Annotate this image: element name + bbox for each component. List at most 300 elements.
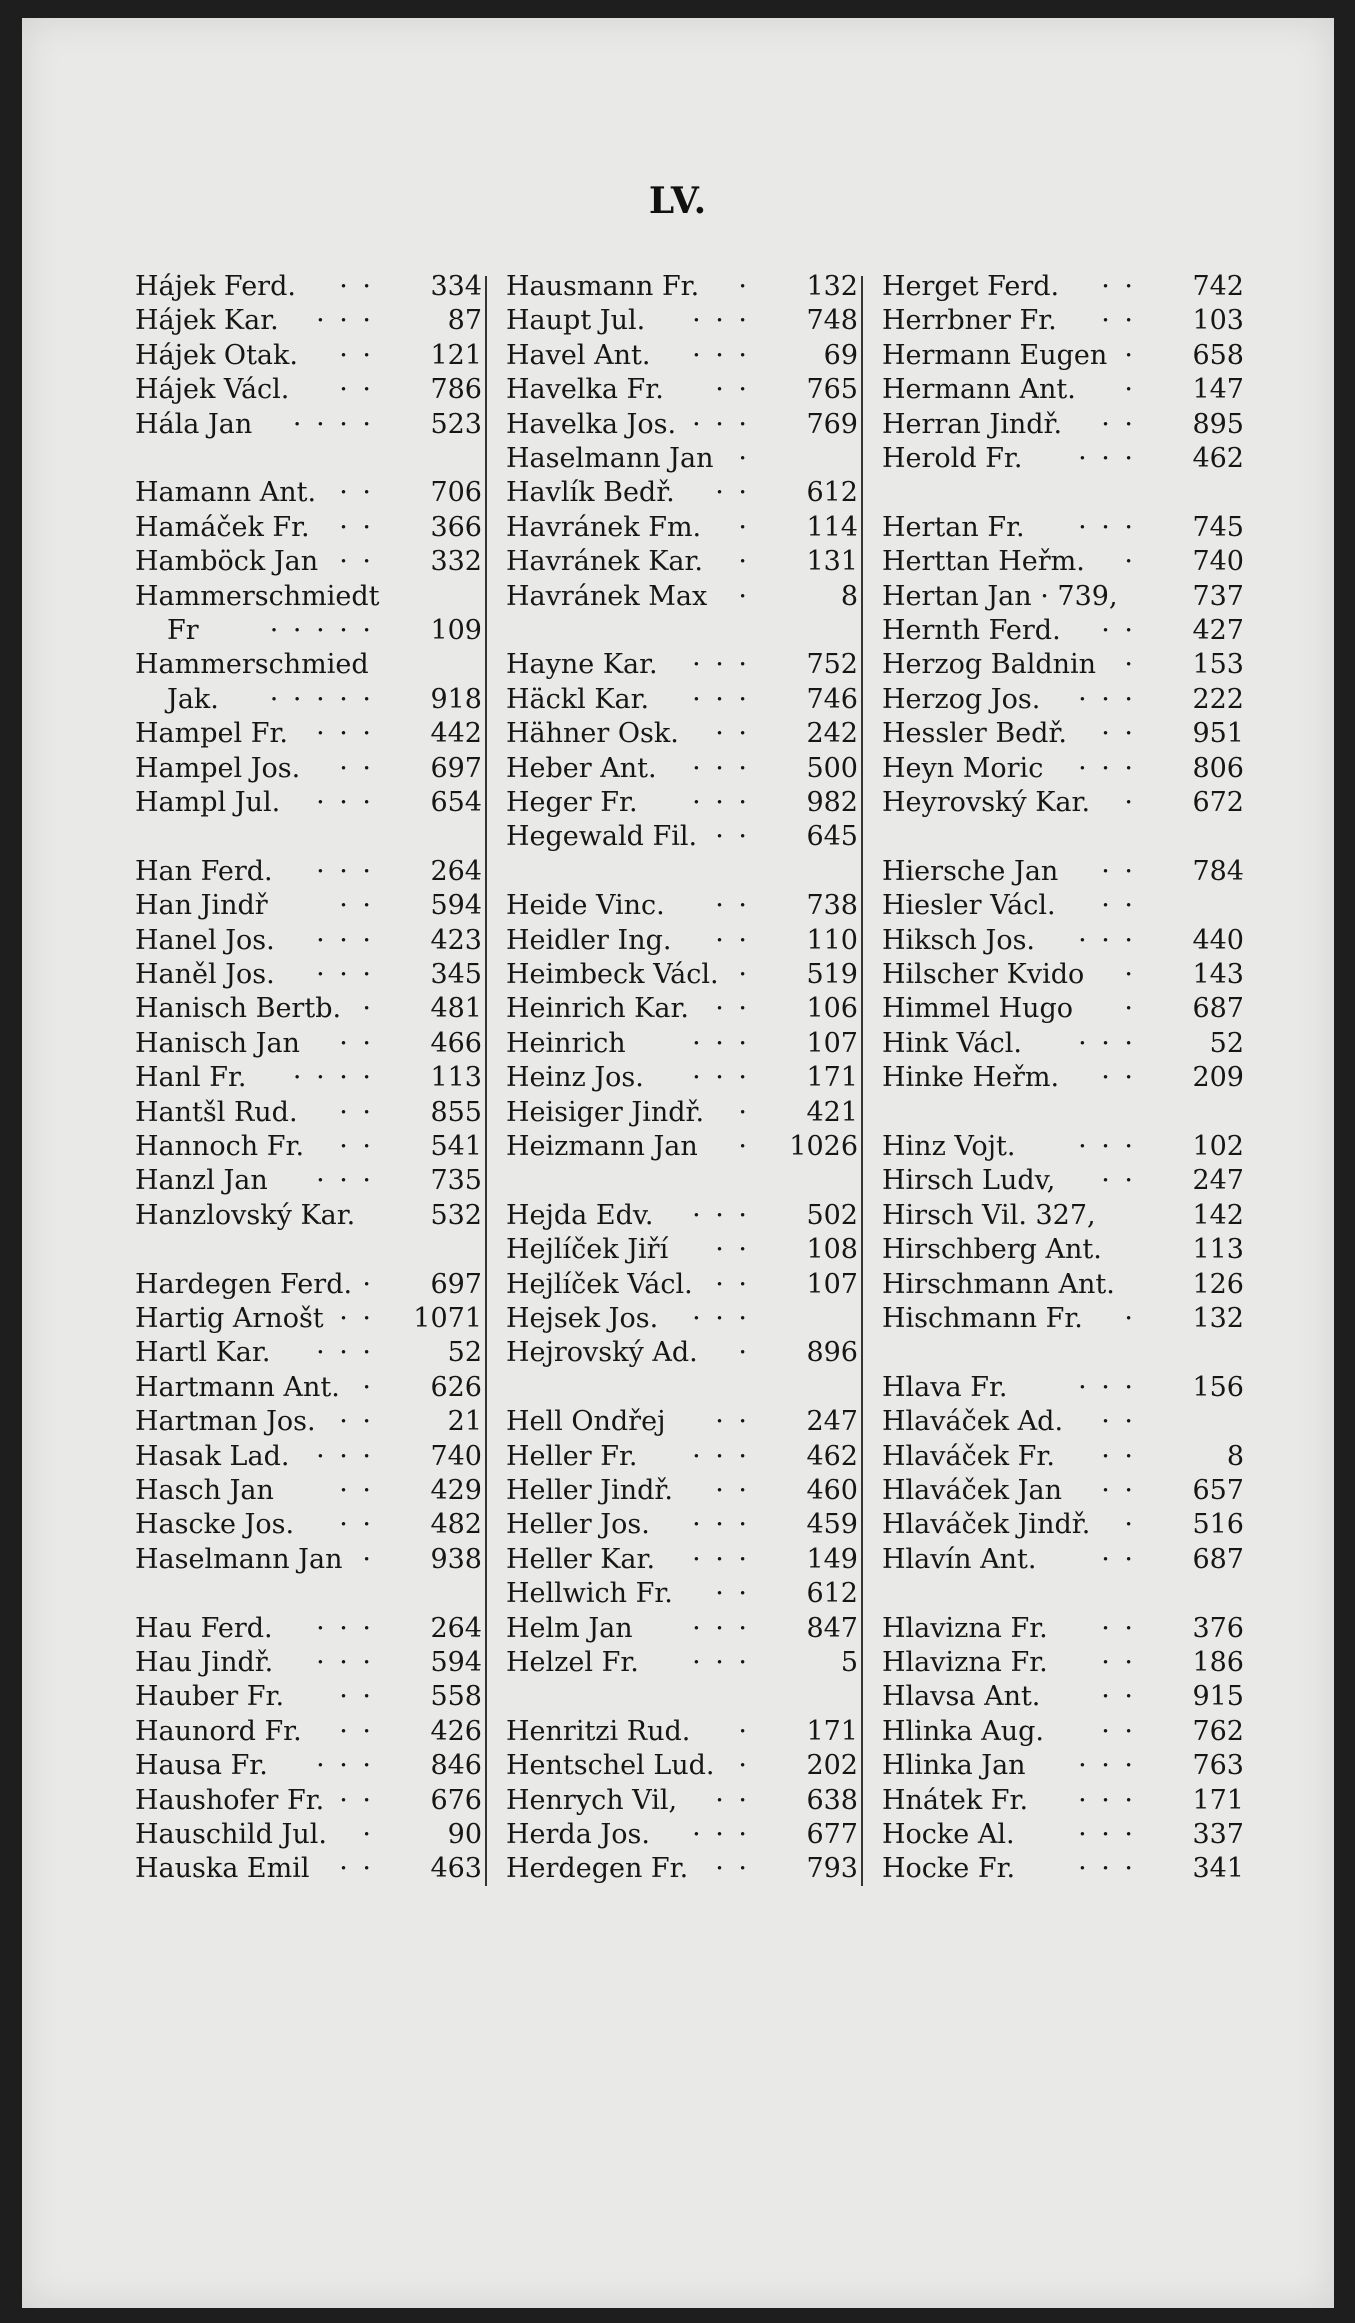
index-entry	[127, 1852, 482, 1886]
entry-page-number: 21	[447, 1406, 482, 1438]
index-entry	[127, 1440, 482, 1474]
entry-name: Hardegen Ferd.	[135, 1268, 353, 1300]
leader-dots: · · · ·	[292, 1062, 374, 1094]
entry-name: Hocke Fr.	[882, 1853, 1016, 1885]
leader-dots: · ·	[339, 1303, 374, 1334]
leader-dots: · · ·	[1078, 683, 1136, 715]
entry-page-number: 626	[430, 1371, 482, 1403]
index-entry	[874, 339, 1244, 373]
entry-name: Herdegen Fr.	[506, 1853, 689, 1885]
entry-page-number: 5	[840, 1647, 858, 1678]
leader-dots: · · ·	[316, 305, 374, 337]
index-entry	[874, 648, 1244, 682]
entry-page-number: 132	[806, 271, 858, 302]
entry-name: Hejrovský Ad.	[506, 1337, 698, 1369]
entry-page-number: 8	[1226, 1440, 1244, 1472]
entry-page-number: 740	[430, 1440, 482, 1472]
entry-name: Herran Jindř.	[882, 408, 1063, 440]
index-entry	[498, 270, 858, 304]
entry-page-number: 426	[430, 1715, 482, 1747]
entry-name: Haushofer Fr.	[135, 1784, 325, 1816]
leader-dots: · · ·	[692, 1027, 750, 1059]
leader-dots: · ·	[339, 1131, 374, 1162]
index-entry	[127, 752, 482, 786]
index-entry	[498, 339, 858, 373]
entry-page-number: 242	[806, 718, 858, 750]
entry-name: Hanzlovský Kar.	[135, 1199, 356, 1231]
entry-page-number: 264	[430, 855, 482, 887]
index-entry	[127, 958, 482, 992]
entry-name: Hartig Arnošt	[135, 1303, 324, 1334]
entry-name: Hertan Jan · 739,	[882, 580, 1118, 612]
entry-page-number: 202	[806, 1750, 858, 1782]
entry-name: Hertan Fr.	[882, 511, 1025, 543]
entry-page-number: 752	[806, 649, 858, 681]
leader-dots: · · ·	[1078, 1027, 1136, 1059]
entry-page-number: 113	[1192, 1234, 1244, 1266]
entry-page-number: 460	[806, 1475, 858, 1506]
entry-page-number: 847	[806, 1612, 858, 1644]
index-entry	[874, 786, 1244, 820]
entry-page-number: 52	[447, 1337, 482, 1369]
index-entry	[498, 1061, 858, 1095]
leader-dots: · · ·	[692, 1303, 750, 1334]
entry-name: Heide Vinc.	[506, 890, 665, 922]
index-entry	[874, 545, 1244, 579]
index-entry	[498, 1715, 858, 1749]
index-entry	[498, 752, 858, 786]
entry-name: Hlavín Ant.	[882, 1543, 1037, 1575]
entry-name: Hirsch Ludv,	[882, 1165, 1056, 1197]
leader-dots: ·	[738, 1337, 750, 1369]
leader-dots: · · ·	[316, 1165, 374, 1197]
entry-name: Hampel Jos.	[135, 752, 301, 784]
leader-dots: · · ·	[692, 1543, 750, 1575]
entry-name: Hermann Ant.	[882, 374, 1076, 406]
leader-dots: · · ·	[1078, 1819, 1136, 1850]
index-entry	[498, 1818, 858, 1852]
index-entry	[127, 992, 482, 1026]
leader-dots: · · ·	[1078, 1784, 1136, 1816]
entry-page-number: 90	[447, 1819, 482, 1850]
index-entry	[498, 580, 858, 614]
index-entry	[127, 476, 482, 510]
entry-page-number: 463	[430, 1853, 482, 1885]
leader-dots: · · ·	[1078, 924, 1136, 956]
index-entry	[498, 648, 858, 682]
leader-dots: · ·	[339, 511, 374, 543]
index-entry	[498, 442, 858, 476]
index-entry	[498, 1405, 858, 1439]
index-entry	[127, 1096, 482, 1130]
leader-dots: · ·	[715, 1234, 750, 1266]
entry-page-number: 247	[1192, 1165, 1244, 1197]
leader-dots: ·	[738, 1750, 750, 1782]
index-entry	[127, 304, 482, 338]
index-entry	[874, 1749, 1244, 1783]
entry-page-number: 706	[430, 477, 482, 509]
index-entry	[498, 1096, 858, 1130]
leader-dots: · · ·	[316, 959, 374, 990]
entry-page-number: 769	[806, 408, 858, 440]
index-entry	[498, 1474, 858, 1508]
index-entry	[874, 889, 1244, 923]
index-entry	[127, 373, 482, 407]
leader-dots: · · ·	[692, 1819, 750, 1850]
entry-name: Heller Jos.	[506, 1509, 650, 1541]
index-entry	[127, 786, 482, 820]
index-entry	[127, 1371, 482, 1405]
index-entry	[127, 408, 482, 442]
entry-page-number: 740	[1192, 546, 1244, 578]
entry-page-number: 337	[1192, 1819, 1244, 1850]
leader-dots: ·	[1124, 959, 1136, 990]
entry-name: Heisiger Jindř.	[506, 1096, 705, 1128]
index-entry	[498, 1508, 858, 1542]
entry-name: Hlaváček Fr.	[882, 1440, 1055, 1472]
leader-dots: ·	[362, 1543, 374, 1575]
entry-page-number: 737	[1192, 580, 1244, 612]
index-entry	[498, 1302, 858, 1336]
entry-name: Haselmann Jan	[135, 1543, 343, 1575]
entry-page-number: 442	[430, 718, 482, 750]
entry-name: Hlavizna Fr.	[882, 1612, 1048, 1644]
entry-name: Hiesler Václ.	[882, 890, 1056, 922]
entry-name: Hausa Fr.	[135, 1750, 268, 1782]
index-entry	[127, 1784, 482, 1818]
index-entry	[127, 1646, 482, 1680]
entry-page-number: 793	[806, 1853, 858, 1885]
entry-page-number: 131	[806, 546, 858, 578]
entry-page-number: 982	[806, 787, 858, 818]
leader-dots: · · ·	[316, 1750, 374, 1782]
index-entry	[498, 924, 858, 958]
entry-name: Herrbner Fr.	[882, 305, 1057, 337]
entry-page-number: 466	[430, 1027, 482, 1059]
entry-page-number: 502	[806, 1199, 858, 1231]
index-entry	[498, 304, 858, 338]
entry-name: Hau Ferd.	[135, 1612, 273, 1644]
entry-page-number: 459	[806, 1509, 858, 1541]
index-entry	[127, 1130, 482, 1164]
entry-page-number: 594	[430, 1647, 482, 1678]
entry-name: Hamböck Jan	[135, 546, 319, 578]
index-entry	[874, 304, 1244, 338]
leader-dots: · ·	[339, 339, 374, 371]
entry-name: Hájek Otak.	[135, 339, 298, 371]
entry-page-number: 345	[430, 959, 482, 990]
leader-dots: · ·	[1101, 718, 1136, 750]
entry-page-number: 247	[806, 1406, 858, 1438]
entry-page-number: 222	[1192, 683, 1244, 715]
leader-dots: · · ·	[692, 1647, 750, 1678]
leader-dots: · ·	[1101, 1062, 1136, 1094]
entry-name: Havránek Max	[506, 580, 708, 612]
entry-name: Hájek Václ.	[135, 374, 290, 406]
index-entry	[498, 889, 858, 923]
entry-page-number: 918	[430, 683, 482, 715]
leader-dots: · · ·	[1078, 511, 1136, 543]
entry-page-number: 121	[430, 339, 482, 371]
index-column-2	[488, 270, 858, 1886]
index-entry	[498, 1577, 858, 1611]
leader-dots: ·	[1124, 546, 1136, 578]
index-entry	[874, 1130, 1244, 1164]
index-entry	[874, 1405, 1244, 1439]
leader-dots: ·	[738, 580, 750, 612]
leader-dots: ·	[362, 1371, 374, 1403]
entry-page-number: 440	[1192, 924, 1244, 956]
leader-dots: ·	[738, 443, 750, 474]
entry-name: Haněl Jos.	[135, 959, 275, 990]
leader-dots: · ·	[339, 546, 374, 578]
entry-name: Hähner Osk.	[506, 718, 679, 750]
entry-name: Helm Jan	[506, 1612, 633, 1644]
entry-name: Han Ferd.	[135, 855, 273, 887]
entry-page-number: 784	[1192, 855, 1244, 887]
entry-name: Heller Jindř.	[506, 1475, 673, 1506]
entry-name: Hischmann Fr.	[882, 1303, 1083, 1334]
leader-dots: · ·	[715, 924, 750, 956]
index-entry	[498, 1268, 858, 1302]
entry-name: Hlaváček Jan	[882, 1475, 1062, 1506]
leader-dots: ·	[1124, 649, 1136, 681]
index-entry	[498, 992, 858, 1026]
entry-page-number: 8	[840, 580, 858, 612]
index-entry	[127, 1302, 482, 1336]
leader-dots: · · ·	[316, 1337, 374, 1369]
index-entry	[498, 1784, 858, 1818]
leader-dots: · ·	[339, 890, 374, 922]
leader-dots: · ·	[1101, 1543, 1136, 1575]
entry-name: Havelka Jos.	[506, 408, 677, 440]
index-entry	[498, 1233, 858, 1267]
leader-dots: · ·	[1101, 305, 1136, 337]
entry-name: Havel Ant.	[506, 339, 651, 371]
entry-page-number: 657	[1192, 1475, 1244, 1506]
entry-page-number: 687	[1192, 993, 1244, 1025]
entry-name: Hejlíček Václ.	[506, 1268, 693, 1300]
entry-name: Herda Jos.	[506, 1819, 650, 1850]
leader-dots: · ·	[715, 1578, 750, 1610]
leader-dots: · · ·	[692, 1509, 750, 1541]
entry-page-number: 645	[806, 821, 858, 853]
entry-name: Hirsch Vil. 327,	[882, 1199, 1096, 1231]
entry-page-number: 143	[1192, 959, 1244, 990]
index-entry	[874, 1680, 1244, 1714]
entry-page-number: 153	[1192, 649, 1244, 681]
leader-dots: · · ·	[692, 1612, 750, 1644]
leader-dots: · ·	[339, 1681, 374, 1713]
leader-dots: ·	[1124, 374, 1136, 406]
index-entry	[874, 1027, 1244, 1061]
leader-dots: · ·	[715, 1268, 750, 1300]
index-entry	[874, 1543, 1244, 1577]
entry-name: Hantšl Rud.	[135, 1096, 298, 1128]
index-entry	[498, 717, 858, 751]
entry-page-number: 334	[430, 271, 482, 302]
leader-dots: · ·	[1101, 1647, 1136, 1678]
entry-name: Havlík Bedř.	[506, 477, 675, 509]
entry-name: Heimbeck Václ.	[506, 959, 719, 990]
entry-name: Heyrovský Kar.	[882, 787, 1091, 818]
index-entry	[127, 855, 482, 889]
entry-page-number: 114	[806, 511, 858, 543]
index-entry	[874, 1061, 1244, 1095]
index-entry	[127, 1749, 482, 1783]
leader-dots: · ·	[1101, 408, 1136, 440]
entry-name: Hammerschmied	[135, 649, 369, 681]
entry-name: Henrych Vil,	[506, 1784, 678, 1816]
entry-name: Hartl Kar.	[135, 1337, 271, 1369]
entry-name: Heber Ant.	[506, 752, 657, 784]
entry-page-number: 677	[806, 1819, 858, 1850]
entry-page-number: 147	[1192, 374, 1244, 406]
entry-name: Hejlíček Jiří	[506, 1234, 669, 1266]
entry-page-number: 113	[430, 1062, 482, 1094]
leader-dots: ·	[738, 959, 750, 990]
entry-name: Hartmann Ant.	[135, 1371, 340, 1403]
entry-name: Heizmann Jan	[506, 1131, 698, 1162]
index-entry	[498, 1336, 858, 1370]
entry-page-number: 149	[806, 1543, 858, 1575]
index-entry	[498, 1646, 858, 1680]
entry-name: Haupt Jul.	[506, 305, 646, 337]
entry-page-number: 676	[430, 1784, 482, 1816]
index-entry	[498, 1543, 858, 1577]
entry-page-number: 746	[806, 683, 858, 715]
entry-name: Hanel Jos.	[135, 924, 275, 956]
leader-dots: ·	[738, 1096, 750, 1128]
entry-page-number: 423	[430, 924, 482, 956]
entry-name: Havránek Kar.	[506, 546, 704, 578]
index-entry	[498, 1612, 858, 1646]
entry-page-number: 186	[1192, 1647, 1244, 1678]
leader-dots: ·	[362, 1268, 374, 1300]
entry-page-number: 107	[806, 1027, 858, 1059]
entry-name: Hlaváček Jindř.	[882, 1509, 1091, 1541]
entry-name: Hilscher Kvido	[882, 959, 1085, 990]
entry-page-number: 895	[1192, 408, 1244, 440]
leader-dots: · ·	[715, 890, 750, 922]
leader-dots: ·	[1124, 339, 1136, 371]
entry-page-number: 523	[430, 408, 482, 440]
entry-name: Hasch Jan	[135, 1475, 274, 1506]
entry-name: Hauska Emil	[135, 1853, 310, 1885]
leader-dots: · ·	[1101, 855, 1136, 887]
index-entry	[127, 1268, 482, 1302]
entry-page-number: 516	[1192, 1509, 1244, 1541]
entry-name: Fr	[167, 615, 199, 646]
leader-dots: · · ·	[316, 718, 374, 750]
leader-dots: ·	[1124, 1509, 1136, 1541]
entry-name: Henritzi Rud.	[506, 1715, 691, 1747]
entry-page-number: 421	[806, 1096, 858, 1128]
entry-page-number: 697	[430, 752, 482, 784]
leader-dots: · · ·	[316, 855, 374, 887]
entry-name: Häckl Kar.	[506, 683, 650, 715]
entry-name: Hauber Fr.	[135, 1681, 285, 1713]
entry-name: Hejsek Jos.	[506, 1303, 659, 1334]
leader-dots: · ·	[339, 374, 374, 406]
leader-dots: · · ·	[1078, 1750, 1136, 1782]
index-entry	[874, 1715, 1244, 1749]
index-entry	[498, 1199, 858, 1233]
leader-dots: · ·	[339, 1784, 374, 1816]
index-entry	[498, 511, 858, 545]
entry-page-number: 69	[823, 339, 858, 371]
entry-page-number: 171	[806, 1715, 858, 1747]
entry-name: Heller Kar.	[506, 1543, 656, 1575]
index-entry	[127, 1164, 482, 1198]
entry-name: Hinz Vojt.	[882, 1131, 1016, 1162]
leader-dots: · · ·	[316, 787, 374, 818]
entry-name: Haselmann Jan	[506, 443, 714, 474]
entry-page-number: 103	[1192, 305, 1244, 337]
index-entry	[874, 752, 1244, 786]
entry-page-number: 915	[1192, 1681, 1244, 1713]
leader-dots: · ·	[715, 477, 750, 509]
index-entry	[874, 1474, 1244, 1508]
entry-name: Hegewald Fil.	[506, 821, 698, 853]
entry-name: Heller Fr.	[506, 1440, 638, 1472]
leader-dots: · ·	[339, 1715, 374, 1747]
leader-dots: · ·	[1101, 1165, 1136, 1197]
entry-page-number: 519	[806, 959, 858, 990]
entry-page-number: 156	[1192, 1371, 1244, 1403]
entry-name: Herttan Heřm.	[882, 546, 1085, 578]
index-entry	[498, 958, 858, 992]
index-entry	[127, 683, 482, 717]
entry-page-number: 108	[806, 1234, 858, 1266]
leader-dots: · ·	[1101, 1681, 1136, 1713]
entry-page-number: 209	[1192, 1062, 1244, 1094]
leader-dots: · · ·	[1078, 443, 1136, 474]
leader-dots: · · ·	[692, 1062, 750, 1094]
leader-dots: · ·	[339, 1509, 374, 1541]
entry-page-number: 738	[806, 890, 858, 922]
leader-dots: · ·	[715, 821, 750, 853]
entry-page-number: 52	[1209, 1027, 1244, 1059]
entry-page-number: 745	[1192, 511, 1244, 543]
index-entry	[127, 1061, 482, 1095]
entry-name: Heinrich Kar.	[506, 993, 689, 1025]
entry-page-number: 87	[447, 305, 482, 337]
index-entry	[498, 476, 858, 510]
leader-dots: · · ·	[692, 752, 750, 784]
leader-dots: ·	[362, 1819, 374, 1850]
index-entry	[874, 442, 1244, 476]
index-entry	[498, 1749, 858, 1783]
index-entry	[874, 1818, 1244, 1852]
leader-dots: ·	[738, 1131, 750, 1162]
entry-page-number: 264	[430, 1612, 482, 1644]
entry-name: Hlaváček Ad.	[882, 1406, 1064, 1438]
leader-dots: · ·	[715, 1853, 750, 1885]
leader-dots: ·	[1124, 993, 1136, 1025]
index-entry	[874, 1612, 1244, 1646]
index-entry	[498, 820, 858, 854]
entry-page-number: 126	[1192, 1268, 1244, 1300]
leader-dots: · · ·	[692, 408, 750, 440]
leader-dots: · · ·	[692, 339, 750, 371]
entry-page-number: 896	[806, 1337, 858, 1369]
index-entry	[127, 1336, 482, 1370]
entry-name: Hammerschmiedt	[135, 580, 380, 612]
entry-page-number: 462	[806, 1440, 858, 1472]
entry-page-number: 846	[430, 1750, 482, 1782]
entry-page-number: 500	[806, 752, 858, 784]
